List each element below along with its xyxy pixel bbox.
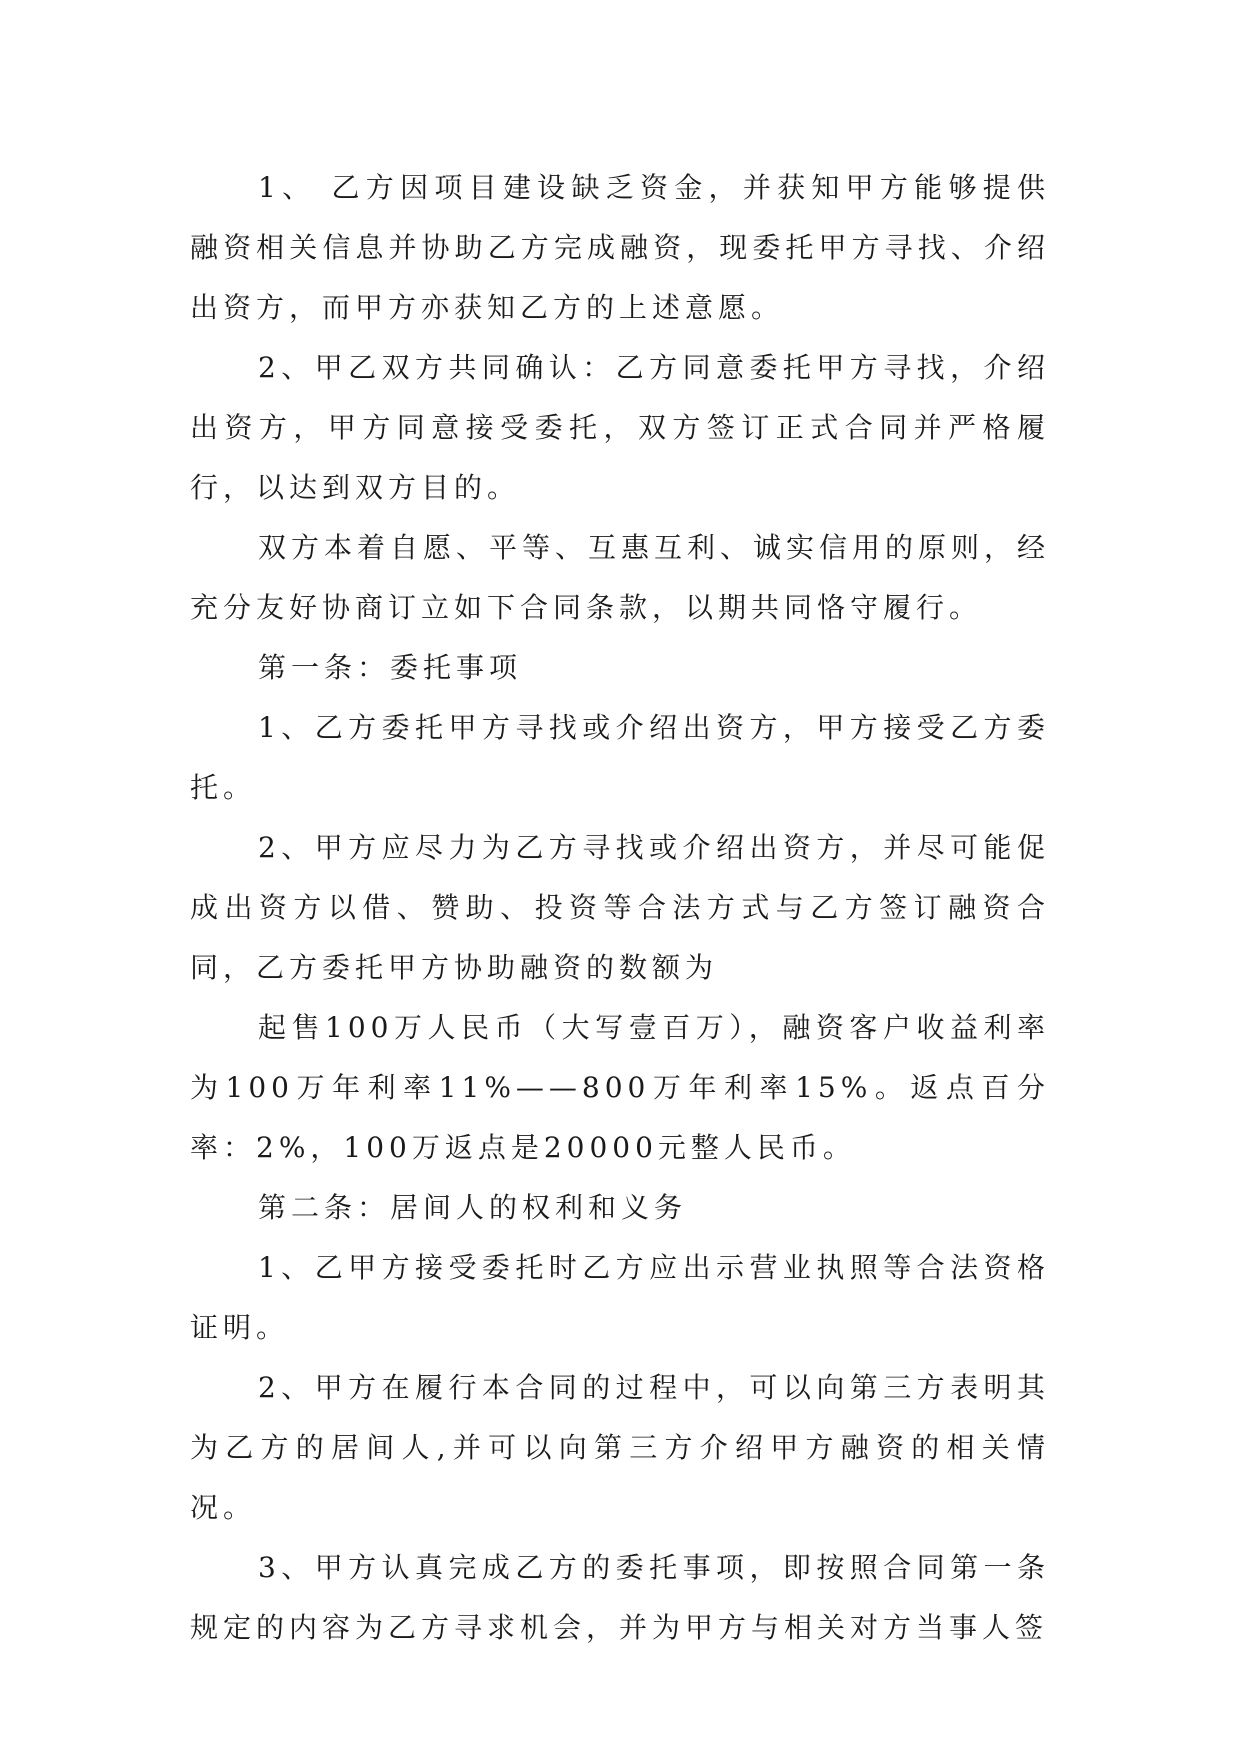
paragraph-1: 1、 乙方因项目建设缺乏资金，并获知甲方能够提供融资相关信息并协助乙方完成融资，现委托甲方寻找、介绍出资方，而甲方亦获知乙方的上述意愿。 <box>190 171 1050 324</box>
article-2-heading: 第二条：居间人的权利和义务 <box>258 1191 688 1224</box>
document-body <box>190 158 1050 1658</box>
article-2-item-1: 1、乙甲方接受委托时乙方应出示营业执照等合法资格证明。 <box>190 1251 1050 1344</box>
article-1-heading: 第一条：委托事项 <box>258 651 523 684</box>
article-2-item-3: 3、甲方认真完成乙方的委托事项，即按照合同第一条规定的内容为乙方寻求机会，并为甲方与相关对方当事人签 <box>190 1551 1050 1644</box>
article-2-item-2: 2、甲方在履行本合同的过程中，可以向第三方表明其为乙方的居间人,并可以向第三方介绍甲方融资的相关情况。 <box>190 1371 1050 1524</box>
paragraph-3: 双方本着自愿、平等、互惠互利、诚实信用的原则，经充分友好协商订立如下合同条款，以期共同恪守履行。 <box>190 531 1051 624</box>
paragraph-2: 2、甲乙双方共同确认：乙方同意委托甲方寻找，介绍出资方，甲方同意接受委托，双方签订正式合同并严格履行，以达到双方目的。 <box>190 351 1050 504</box>
article-1-item-2: 2、甲方应尽力为乙方寻找或介绍出资方，并尽可能促成出资方以借、赞助、投资等合法方式与乙方签订融资合同，乙方委托甲方协助融资的数额为 <box>190 831 1050 984</box>
financing-terms: 起售100万人民币（大写壹百万），融资客户收益利率为100万年利率11%——800万年利率15%。返点百分率：2%，100万返点是20000元整人民币。 <box>190 1011 1050 1164</box>
article-1-item-1: 1、乙方委托甲方寻找或介绍出资方，甲方接受乙方委托。 <box>190 711 1050 804</box>
